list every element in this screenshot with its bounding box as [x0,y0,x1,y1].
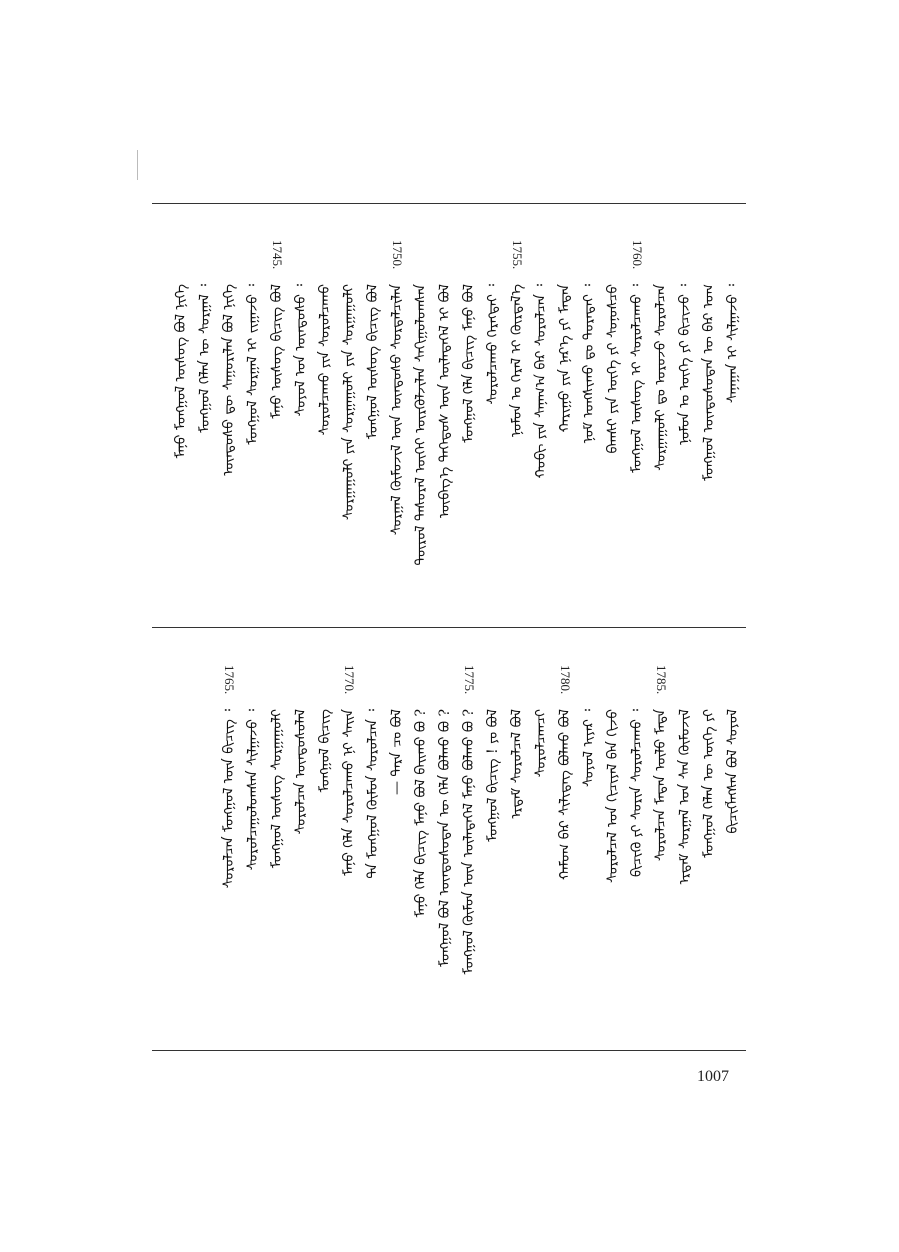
verse-line: ᠰᠤᠷᠤᠯᠴᠠᠭᠴᠢ [533,709,549,778]
margin-mark [137,150,138,180]
text-column [338,240,360,580]
verse-line: ᠮᠣᠩᠭᠣᠯ ᠬᠦᠮᠦᠨ ᠦᠨ ᠦᠯᠡᠳᠡᠭᠡᠯ ᠮᠠᠨᠤ ᠪᠣᠯᠬᠤ ᠪᠣ ? [461,709,477,975]
text-column [482,240,504,580]
verse-line: ᠮᠠᠨᠤ ᠬᠡᠯᠡ ᠪᠢᠴᠢᠭ ᠮᠠᠨᠤ ᠪᠣᠯ ᠪᠠᠢᠬᠤ ᠪᠣ ? [413,709,429,918]
page-number: 1007 [697,1068,729,1085]
text-column [530,240,552,580]
verse-line: ᠰᠤᠷᠤᠯᠴᠠᠨ ᠦᠨᠳᠦᠰᠦᠯᠡᠯ [293,709,309,835]
verse-line: ᠬᠠᠷᠢᠭᠤ ᠶᠢᠨ ᠨᠡᠷ᠎ᠡ ᠶᠢ ᠮᠡᠳᠡᠨ [557,284,573,433]
top-rule [152,203,746,204]
top-text-block [152,240,746,580]
text-column [218,240,240,580]
text-column [602,665,624,1010]
text-column [530,665,552,1010]
line-number: 1765. [222,665,237,695]
verse-line: ᠰᠤᠷᠤᠯᠴᠠᠨ ᠮᠡᠳᠡᠨ ᠦᠯᠦ ᠮᠡᠳᠡ [653,709,669,862]
verse-line: — ᠲᠡᠷᠡ ᠴᠤ ᠪᠣᠯ [389,709,405,796]
text-column [578,665,600,1010]
verse-line: ᠰᠤᠷᠤᠯᠴᠠᠭᠤᠯᠤᠭᠰᠠᠨ ᠰᠢᠯᠭᠠᠵᠤ ᠄ [245,709,261,871]
text-column [458,240,480,580]
text-column [626,240,648,580]
text-column [194,240,216,580]
verse-line: ᠮᠣᠩᠭᠣᠯ ᠦᠰᠦᠭ ᠢ ᠰᠤᠷᠤᠯᠴᠠᠬᠤ ᠄ [629,284,645,474]
verse-line: ᠮᠣᠩᠭᠣᠯ ᠬᠡᠯᠡᠨ ᠦ ᠰᠤᠷᠭᠠᠯ ᠄ [197,284,213,433]
text-column [386,665,408,1010]
verse-line: ᠮᠣᠩᠭᠣᠯ ᠦᠨᠳᠦᠰᠦᠲᠡᠨ ᠦ ᠪᠠᠷ ᠤᠭ [701,284,717,481]
text-column [314,240,336,580]
text-column [386,240,408,580]
text-column [314,665,336,1010]
verse-line: ᠮᠣᠩᠭᠣᠯ ᠪᠢᠴᠢᠭ [317,709,333,793]
text-column [578,240,600,580]
text-column [434,240,456,580]
text-column [674,665,696,1010]
text-column [290,240,312,580]
text-column [242,665,264,1010]
verse-line: ᠰᠣᠶᠣᠯ ᠢᠶᠡᠷ ᠄ [581,709,597,787]
verse-line: ᠰᠤᠷᠭᠠᠭᠤᠯᠢ ᠳᠤ ᠣᠷᠤᠵᠤ ᠰᠤᠷᠤᠯᠴᠠᠨ [653,284,669,471]
text-column [506,665,528,1010]
line-number: 1755. [510,240,525,270]
text-column [506,240,528,580]
text-column [698,240,720,580]
verse-line: ᠨᠣᠮᠤᠨ ᠤ ᠦᠭᠡ ᠶᠢ ᠪᠢᠴᠢᠵᠦ ᠄ [677,284,693,446]
verse-line: ᠬᠠᠮᠤᠭ ᠪᠠᠷ ᠰᠢᠯᠢᠳᠡᠭ ᠪᠣᠯᠬᠤ ᠪᠣᠯ [557,709,573,881]
text-column [218,665,240,1010]
verse-line: ᠰᠤᠷᠤᠯᠴᠠᠬᠤ ᠬᠡᠷᠡᠭᠲᠡᠢ ᠄ [485,284,501,405]
verse-line: ᠦᠨᠳᠦᠰᠦ ᠳᠦ ᠰᠠᠭᠤᠷᠢᠯᠠᠨ ᠪᠣᠯ ᠨᠢᠭᠡ [221,284,237,476]
line-number: 1770. [342,665,357,695]
verse-line: ᠮᠣᠩᠭᠣᠯ ᠪᠣᠯ ᠦᠨᠳᠦᠰᠦᠲᠡᠨ ᠦ ᠬᠡᠯᠡ ᠪᠣᠯᠬᠤ ᠪᠣ ? [437,709,453,967]
verse-line: ᠡᠷᠳᠡᠮ ᠰᠤᠷᠤᠯᠴᠠᠯ ᠪᠣᠯ [509,709,525,819]
text-column [602,240,624,580]
text-column [674,240,696,580]
verse-line: ᠪᠢᠴᠢᠬᠦ ᠶᠢ ᠰᠣᠷᠢᠨ ᠰᠤᠷᠤᠯᠴᠠᠬᠤ ᠄ [629,709,645,877]
text-column [362,665,384,1010]
verse-line: ᠬᠤᠪᠢ ᠶᠢᠨ ᠰᠠᠨᠠᠭ᠎ᠠ ᠪᠠᠷ ᠰᠤᠷᠤᠯᠴᠠᠨ ᠄ [533,284,549,479]
verse-line: ᠦᠪᠡᠭ᠎ᠡ ᠳᠡᠭᠡᠳᠦᠰ ᠦᠨ ᠦᠯᠡᠳᠡᠭᠡᠯ ᠢ ᠪᠣᠯ [437,284,453,519]
verse-line: ᠰᠤᠷᠤᠯᠴᠠᠯ ᠤᠨ ᠬᠢᠴᠢᠶᠡᠯ ᠪᠠᠨ ᠬᠢᠵᠦ [605,709,621,883]
text-column [410,665,432,1010]
text-column [410,240,432,580]
text-column [458,665,480,1010]
text-column [626,665,648,1010]
verse-line: ᠮᠠᠨᠤ ᠮᠣᠩᠭᠣᠯ ᠦᠰᠦᠭ ᠪᠣᠯ ᠨᠢᠭᠡ [173,284,189,459]
verse-line: ᠪᠠᠭᠰᠢ ᠶᠢᠨ ᠦᠭᠡ ᠶᠢ ᠰᠣᠨᠣᠰᠴᠤ [605,284,621,454]
verse-line: ᠰᠤᠷᠤᠯᠴᠠᠨ ᠮᠣᠩᠭᠣᠯ ᠦᠨ ᠪᠢᠴᠢᠭ ᠄ [221,709,237,889]
line-number: 1780. [558,665,573,695]
verse-line: ᠰᠠᠨᠠᠭᠠᠨ ᠢ ᠰᠢᠯᠭᠠᠵᠤ ᠄ [725,284,741,404]
middle-rule [152,627,746,628]
verse-line: ᠰᠤᠷᠭᠠᠭᠤᠯᠢ ᠶᠢᠨ ᠰᠤᠷᠭᠠᠭᠤᠯᠢ ᠶᠢᠨ ᠰᠤᠷᠭᠠᠭᠤᠯᠢ [341,284,357,521]
verse-line: ᠮᠣᠩᠭᠣᠯ ᠪᠢᠴᠢᠭ ! ᠶᠤ ᠪᠣᠯ [485,709,501,842]
line-number: 1745. [270,240,285,270]
verse-line: ᠮᠣᠩᠭᠣᠯ ᠬᠡᠯᠡᠨ ᠦ ᠦᠭᠡ ᠶᠢ [701,709,717,858]
verse-line: ᠰᠤᠷᠤᠯᠴᠠᠬᠤ ᠶᠢᠨ ᠰᠤᠷᠤᠯᠴᠠᠬᠤ [317,284,333,436]
text-column [434,665,456,1010]
verse-line: ᠮᠣᠩᠭᠣᠯ ᠬᠡᠯᠡ ᠪᠢᠴᠢᠭ ᠮᠠᠨᠤ ᠪᠣᠯ [461,284,477,443]
text-column [554,665,576,1010]
text-column [362,240,384,580]
text-column [650,665,672,1010]
text-column [338,665,360,1010]
verse-line: ᠰᠣᠶᠣᠯ ᠤᠨ ᠦᠨᠳᠦᠰᠦ ᠄ [293,284,309,417]
line-number: 1775. [462,665,477,695]
verse-line: ᠮᠣᠩᠭᠣᠯ ᠦᠰᠦᠭ ᠪᠢᠴᠢᠭ ᠪᠣᠯ [365,284,381,440]
line-number: 1760. [630,240,645,270]
text-column [266,240,288,580]
text-column [722,240,744,580]
text-column [170,240,192,580]
verse-line: ᠲᠠ ᠮᠣᠩᠭᠣᠯ ᠬᠦᠮᠦᠨ ᠰᠤᠷᠤᠯᠴᠠᠨ ᠄ [365,709,381,879]
verse-line: ᠰᠤᠷᠭᠠᠯ ᠬᠦᠮᠦᠵᠢᠯ ᠦᠨ ᠦᠨᠳᠦᠰᠦ ᠰᠤᠷᠲᠠᠯᠴᠢᠯᠠᠨ [389,284,405,536]
line-number: 1785. [654,665,669,695]
bottom-text-block [152,665,746,1010]
text-column [722,665,744,1010]
text-column [650,240,672,580]
verse-line: ᠨᠣᠮᠤᠨ ᠤ ᠭᠡᠷᠡᠯ ᠢ ᠬᠦᠷᠲᠡᠯ᠎ᠡ [509,284,525,438]
verse-line: ᠡᠷᠳᠡᠮ ᠰᠤᠷᠭᠠᠯ ᠤᠨ ᠰᠠᠨ ᠬᠦᠮᠦᠵᠢᠯ [677,709,693,885]
bottom-rule [152,1050,746,1051]
text-column [266,665,288,1010]
verse-line: ᠨᠣᠮ ᠤᠩᠰᠢᠬᠤ ᠳᠤ ᠳᠤᠷᠠᠲᠠᠢ ᠄ [581,284,597,444]
verse-line: ᠮᠠᠨᠤ ᠦᠰᠦᠭ ᠪᠢᠴᠢᠭ ᠪᠣᠯ [269,284,285,419]
verse-line: ᠲᠥᠷᠦᠯ ᠲᠠᠰᠤᠷᠠᠯ ᠦᠭᠡᠢ ᠦᠷᠭᠦᠯᠵᠢᠯᠡᠨ ᠰᠠᠬᠢᠭᠤᠯᠤᠭᠰᠠᠨ [413,284,429,566]
verse-line: ᠮᠣᠩᠭᠣᠯ ᠰᠤᠷᠭᠠᠯ ᠢ ᠵᠢᠭᠠᠵᠤ ᠄ [245,284,261,445]
text-column [698,665,720,1010]
text-column [554,240,576,580]
text-column [290,665,312,1010]
verse-line: ᠮᠣᠩᠭᠣᠯ ᠦᠰᠦᠭ ᠰᠤᠷᠭᠠᠭᠤᠯᠢ [269,709,285,869]
verse-line: ᠮᠠᠨᠤ ᠬᠡᠯᠡ ᠰᠤᠷᠤᠯᠴᠠᠬᠤ ᠨᠢ ᠰᠠᠢᠨ [341,709,357,876]
text-column [242,240,264,580]
line-number: 1750. [390,240,405,270]
text-column [482,665,504,1010]
verse-line: ᠪᠢᠴᠢᠭᠯᠡᠭᠰᠡᠨ ᠪᠣᠯ ᠰᠣᠶᠣᠯ [725,709,741,834]
